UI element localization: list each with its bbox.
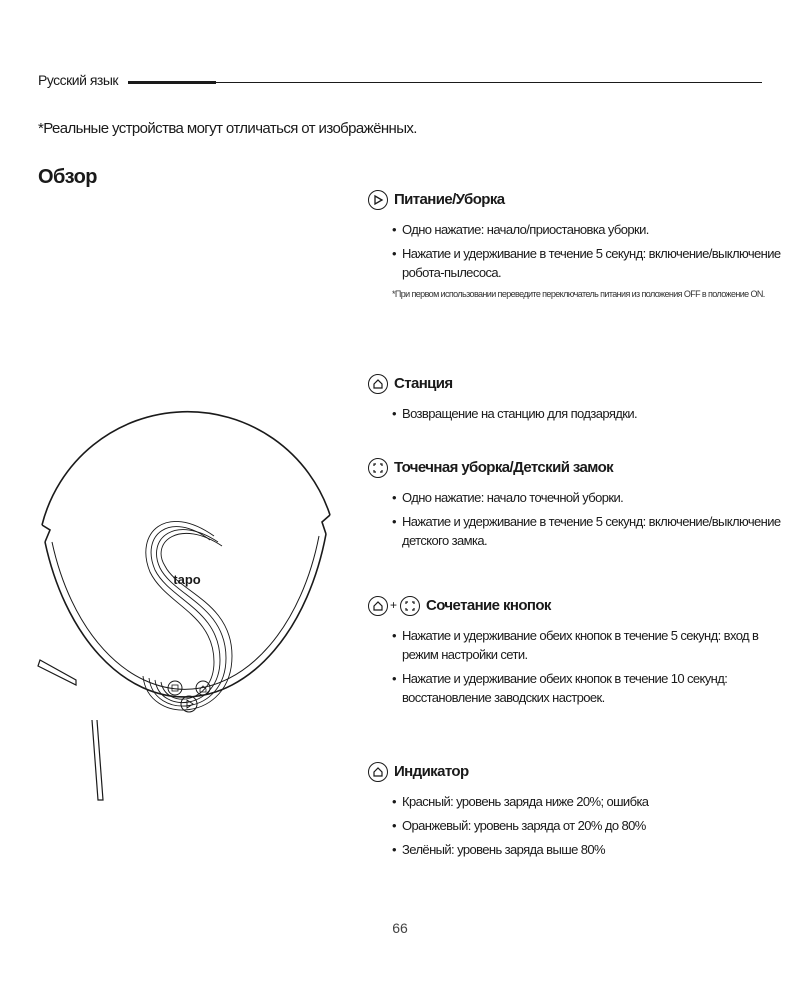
overview-title: Обзор [38, 166, 98, 188]
tapo-logo [173, 572, 201, 587]
section-station [368, 374, 788, 428]
spot-clean-icon [368, 458, 388, 478]
header-rule-thick [128, 81, 216, 84]
language-label: Русский язык [38, 72, 119, 88]
logo-text: tapo [173, 572, 201, 587]
disclaimer: *Реальные устройства могут отличаться от изображённых. [38, 120, 417, 137]
spot-clean-icon [400, 596, 420, 616]
section-title: Питание/Уборка [394, 191, 505, 208]
section-title: Сочетание кнопок [426, 597, 551, 614]
list-item: • Оранжевый: уровень заряда от 20% до 80% [392, 816, 788, 835]
section-power-clean [368, 190, 788, 301]
plus-sign: + [390, 598, 398, 612]
list-item: • Нажатие и удерживание в течение 5 секунд: включение/выключение робота-пылесоса. [392, 244, 788, 282]
list-item: • Нажатие и удерживание обеих кнопок в течение 10 секунд: восстановление заводских настроек. [392, 669, 788, 707]
section-title: Станция [394, 375, 453, 392]
section-button-combo [368, 596, 788, 712]
section-note: *При первом использовании переведите переключатель питания из положения OFF в положение ON. [392, 289, 765, 299]
list-item: • Одно нажатие: начало/приостановка уборки. [392, 220, 788, 239]
home-icon [368, 374, 388, 394]
language-header [38, 72, 762, 92]
section-indicator [368, 762, 788, 864]
list-item: • Возвращение на станцию для подзарядки. [392, 404, 788, 423]
page-number: 66 [392, 920, 408, 936]
home-icon [368, 596, 388, 616]
header-rule-thin [216, 82, 762, 83]
list-item: • Красный: уровень заряда ниже 20%; ошибка [392, 792, 788, 811]
section-spot-child-lock [368, 458, 788, 555]
list-item: • Одно нажатие: начало точечной уборки. [392, 488, 788, 507]
robot-vacuum-illustration [30, 280, 350, 810]
play-pause-icon [368, 190, 388, 210]
indicator-icon [368, 762, 388, 782]
list-item: • Зелёный: уровень заряда выше 80% [392, 840, 788, 859]
list-item: • Нажатие и удерживание в течение 5 секунд: включение/выключение детского замка. [392, 512, 788, 550]
section-title: Индикатор [394, 763, 469, 780]
section-title: Точечная уборка/Детский замок [394, 459, 614, 476]
list-item: • Нажатие и удерживание обеих кнопок в течение 5 секунд: вход в режим настройки сети. [392, 626, 788, 664]
